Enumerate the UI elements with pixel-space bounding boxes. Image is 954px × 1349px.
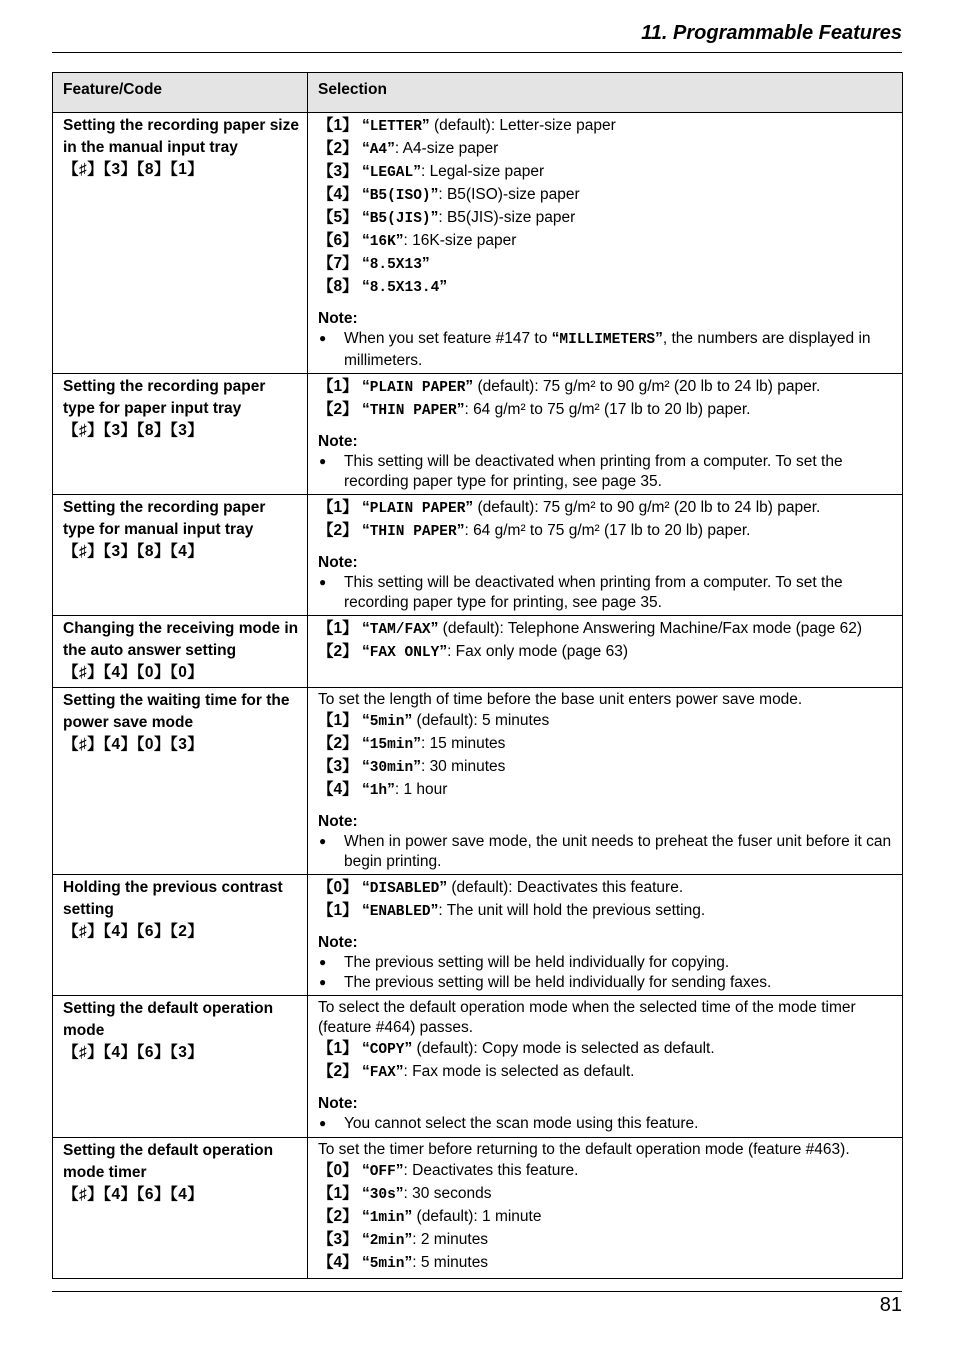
option-line xyxy=(318,1206,896,1229)
option-value: A4 xyxy=(369,142,388,158)
option-value: 15min xyxy=(369,737,414,753)
option-key: 【3】 xyxy=(318,1230,358,1248)
option-line xyxy=(318,161,896,184)
open-quote: “ xyxy=(361,643,370,660)
feature-code: 【♯】【4】【0】【3】 xyxy=(63,736,204,753)
option-value: LEGAL xyxy=(369,165,414,181)
note-label: Note: xyxy=(318,1095,358,1112)
option-value: B5(JIS) xyxy=(369,211,431,227)
note-item xyxy=(318,329,896,370)
selection-intro: To select the default operation mode when the selected time of the mode timer (feature #464) passes. xyxy=(318,999,856,1036)
feature-cell xyxy=(53,688,308,875)
close-quote: ” xyxy=(430,902,439,919)
close-quote: ” xyxy=(421,255,430,272)
close-quote: ” xyxy=(439,643,448,660)
option-key: 【3】 xyxy=(318,163,358,180)
option-value: THIN PAPER xyxy=(369,524,457,540)
note-label: Note: xyxy=(318,554,358,571)
open-quote: “ xyxy=(361,117,370,134)
note-item xyxy=(318,573,896,612)
option-line xyxy=(318,1183,896,1206)
close-quote: ” xyxy=(395,1063,404,1080)
option-description: (default): Copy mode is selected as default. xyxy=(412,1040,715,1057)
table-header-row xyxy=(53,73,903,113)
option-value: 30s xyxy=(369,1186,396,1203)
open-quote: “ xyxy=(361,712,370,729)
close-quote: ” xyxy=(430,186,439,203)
feature-code: 【♯】【3】【8】【1】 xyxy=(63,161,204,178)
close-quote: ” xyxy=(439,278,448,295)
close-quote: ” xyxy=(395,1184,404,1202)
close-quote: ” xyxy=(430,620,439,637)
close-quote: ” xyxy=(465,499,474,516)
option-key: 【2】 xyxy=(318,401,358,418)
option-line xyxy=(318,399,896,422)
option-key: 【1】 xyxy=(318,117,358,134)
option-description: (default): 5 minutes xyxy=(412,712,550,729)
option-value: DISABLED xyxy=(369,881,440,897)
page-footer xyxy=(52,1291,902,1316)
option-description: : Fax only mode (page 63) xyxy=(447,643,628,660)
option-value: THIN PAPER xyxy=(369,403,457,419)
note-label: Note: xyxy=(318,433,358,450)
option-key: 【0】 xyxy=(318,879,358,896)
close-quote: ” xyxy=(404,712,413,729)
option-value: TAM/FAX xyxy=(369,622,431,638)
option-description: : 30 minutes xyxy=(420,758,506,775)
note-item xyxy=(318,973,896,993)
close-quote: ” xyxy=(404,1040,413,1057)
feature-name: Setting the recording paper type for paper input tray xyxy=(63,378,266,417)
note-text-end: , the numbers are displayed in millimeters. xyxy=(344,330,871,369)
close-quote: ” xyxy=(439,879,448,896)
option-description: : 1 hour xyxy=(394,781,448,798)
option-description: (default): Deactivates this feature. xyxy=(447,879,684,896)
close-quote: ” xyxy=(404,1230,413,1248)
option-value: FAX ONLY xyxy=(369,645,440,661)
option-key: 【1】 xyxy=(318,902,358,919)
option-value: 30min xyxy=(369,760,414,776)
option-description: : B5(JIS)-size paper xyxy=(438,209,576,226)
option-line xyxy=(318,733,896,756)
option-description: (default): Letter-size paper xyxy=(429,117,616,134)
option-line xyxy=(318,138,896,161)
feature-cell xyxy=(53,875,308,996)
selection-cell xyxy=(308,113,903,374)
close-quote: ” xyxy=(456,401,465,418)
option-key: 【1】 xyxy=(318,712,358,729)
option-value: 2min xyxy=(369,1232,405,1249)
open-quote: “ xyxy=(361,735,370,752)
open-quote: “ xyxy=(361,879,370,896)
open-quote: “ xyxy=(361,1184,370,1202)
option-key: 【1】 xyxy=(318,1040,358,1057)
feature-code: 【♯】【3】【8】【3】 xyxy=(63,422,204,439)
option-description: : 5 minutes xyxy=(412,1253,489,1271)
close-quote: ” xyxy=(404,1253,413,1271)
option-value: ENABLED xyxy=(369,904,431,920)
open-quote: “ xyxy=(361,1161,370,1179)
close-quote: ” xyxy=(655,330,663,347)
open-quote: “ xyxy=(361,499,370,516)
open-quote: “ xyxy=(361,620,370,637)
open-quote: “ xyxy=(361,186,370,203)
option-key: 【7】 xyxy=(318,255,358,272)
option-key: 【6】 xyxy=(318,232,358,249)
close-quote: ” xyxy=(465,378,474,395)
option-value: 1h xyxy=(369,783,388,799)
feature-code: 【♯】【4】【6】【4】 xyxy=(63,1185,204,1203)
option-key: 【2】 xyxy=(318,522,358,539)
feature-name: Setting the default operation mode xyxy=(63,1000,274,1039)
table-row xyxy=(53,1137,903,1278)
page-number: 81 xyxy=(879,1294,902,1316)
note-text: This setting will be deactivated when printing from a computer. To set the recording paper type for printing, see page 35. xyxy=(344,453,843,490)
option-line xyxy=(318,1252,896,1275)
table-row xyxy=(53,688,903,875)
option-description: (default): Telephone Answering Machine/Fax mode (page 62) xyxy=(438,620,862,637)
option-value: PLAIN PAPER xyxy=(369,501,466,517)
feature-table xyxy=(52,72,903,1279)
option-value: PLAIN PAPER xyxy=(369,380,466,396)
note-text: When in power save mode, the unit needs to preheat the fuser unit before it can begin printing. xyxy=(344,833,892,870)
option-key: 【5】 xyxy=(318,209,358,226)
option-key: 【1】 xyxy=(318,620,358,637)
close-quote: ” xyxy=(404,1207,413,1225)
option-line xyxy=(318,877,896,900)
option-description: : 64 g/m² to 75 g/m² (17 lb to 20 lb) paper. xyxy=(464,401,751,418)
option-key: 【8】 xyxy=(318,278,358,295)
feature-cell xyxy=(53,996,308,1138)
note-text: When you set feature #147 to xyxy=(344,330,552,347)
feature-name: Changing the receiving mode in the auto answer setting xyxy=(63,620,299,659)
option-key: 【4】 xyxy=(318,186,358,203)
option-value: B5(ISO) xyxy=(369,188,431,204)
table-row xyxy=(53,495,903,616)
option-value: FAX xyxy=(369,1065,396,1081)
note-label: Note: xyxy=(318,813,358,830)
note-label: Note: xyxy=(318,934,358,951)
option-key: 【1】 xyxy=(318,1184,358,1202)
close-quote: ” xyxy=(413,735,421,752)
feature-name: Setting the recording paper size in the manual input tray xyxy=(63,117,299,156)
option-value: 16K xyxy=(369,234,396,250)
open-quote: “ xyxy=(361,781,370,798)
open-quote: “ xyxy=(361,255,370,272)
selection-intro: To set the timer before returning to the default operation mode (feature #463). xyxy=(318,1140,850,1158)
selection-cell xyxy=(308,1137,903,1278)
selection-cell xyxy=(308,688,903,875)
option-line xyxy=(318,1229,896,1252)
feature-code: 【♯】【4】【6】【3】 xyxy=(63,1044,204,1061)
option-value: 5min xyxy=(369,714,405,730)
option-line xyxy=(318,779,896,802)
close-quote: ” xyxy=(387,140,395,157)
column-header-selection: Selection xyxy=(308,73,903,113)
feature-cell xyxy=(53,495,308,616)
option-description: : 16K-size paper xyxy=(403,232,517,249)
table-row xyxy=(53,875,903,996)
open-quote: “ xyxy=(361,209,370,226)
feature-cell xyxy=(53,616,308,688)
option-key: 【2】 xyxy=(318,140,358,157)
option-line xyxy=(318,710,896,733)
option-description: : Deactivates this feature. xyxy=(403,1161,579,1179)
option-description: : 30 seconds xyxy=(403,1184,492,1202)
option-value: 1min xyxy=(369,1209,405,1226)
option-line xyxy=(318,756,896,779)
option-key: 【1】 xyxy=(318,378,358,395)
option-value: COPY xyxy=(369,1042,405,1058)
option-key: 【2】 xyxy=(318,643,358,660)
open-quote: “ xyxy=(361,902,370,919)
feature-code: 【♯】【4】【6】【2】 xyxy=(63,923,204,940)
selection-cell xyxy=(308,495,903,616)
close-quote: ” xyxy=(387,781,395,798)
option-key: 【4】 xyxy=(318,1253,358,1271)
note-item xyxy=(318,1114,896,1134)
option-description: : 2 minutes xyxy=(412,1230,489,1248)
page-header xyxy=(52,20,902,53)
option-key: 【0】 xyxy=(318,1161,358,1179)
open-quote: “ xyxy=(361,1207,370,1225)
selection-cell xyxy=(308,996,903,1138)
note-text: This setting will be deactivated when printing from a computer. To set the recording paper type for printing, see page 35. xyxy=(344,574,843,611)
open-quote: “ xyxy=(361,163,370,180)
feature-name: Setting the waiting time for the power save mode xyxy=(63,692,290,731)
option-description: : The unit will hold the previous setting. xyxy=(438,902,706,919)
close-quote: ” xyxy=(456,522,465,539)
open-quote: “ xyxy=(361,278,370,295)
option-description: (default): 1 minute xyxy=(412,1207,542,1225)
close-quote: ” xyxy=(395,232,404,249)
option-description: : Legal-size paper xyxy=(420,163,545,180)
feature-code: 【♯】【3】【8】【4】 xyxy=(63,543,204,560)
open-quote: “ xyxy=(361,1040,370,1057)
option-line xyxy=(318,1038,896,1061)
open-quote: “ xyxy=(361,1063,370,1080)
option-description: : Fax mode is selected as default. xyxy=(403,1063,635,1080)
option-line xyxy=(318,520,896,543)
note-text: The previous setting will be held individually for copying. xyxy=(344,954,730,971)
option-description: (default): 75 g/m² to 90 g/m² (20 lb to 24 lb) paper. xyxy=(473,499,821,516)
open-quote: “ xyxy=(361,401,370,418)
selection-cell xyxy=(308,875,903,996)
note-item xyxy=(318,953,896,973)
option-key: 【1】 xyxy=(318,499,358,516)
selection-cell xyxy=(308,374,903,495)
option-key: 【3】 xyxy=(318,758,358,775)
open-quote: “ xyxy=(361,232,370,249)
option-value: LETTER xyxy=(369,119,422,135)
note-text: You cannot select the scan mode using this feature. xyxy=(344,1115,699,1132)
note-label: Note: xyxy=(318,310,358,327)
feature-cell xyxy=(53,113,308,374)
open-quote: “ xyxy=(361,1230,370,1248)
open-quote: “ xyxy=(361,140,370,157)
option-line xyxy=(318,376,896,399)
option-line xyxy=(318,641,896,664)
table-row xyxy=(53,996,903,1138)
table-row xyxy=(53,616,903,688)
open-quote: “ xyxy=(361,758,370,775)
note-item xyxy=(318,452,896,491)
option-key: 【4】 xyxy=(318,781,358,798)
close-quote: ” xyxy=(413,163,421,180)
option-line xyxy=(318,253,896,276)
option-line xyxy=(318,115,896,138)
option-description: : A4-size paper xyxy=(394,140,499,157)
selection-cell xyxy=(308,616,903,688)
option-line xyxy=(318,276,896,299)
open-quote: “ xyxy=(551,330,560,347)
option-value: 5min xyxy=(369,1255,405,1272)
column-header-feature: Feature/Code xyxy=(53,73,308,113)
option-line xyxy=(318,230,896,253)
option-line xyxy=(318,184,896,207)
option-value: 8.5X13 xyxy=(369,257,422,273)
option-description: : 64 g/m² to 75 g/m² (17 lb to 20 lb) paper. xyxy=(464,522,751,539)
table-row xyxy=(53,113,903,374)
option-line xyxy=(318,1160,896,1183)
option-value: OFF xyxy=(369,1163,396,1180)
option-line xyxy=(318,207,896,230)
option-line xyxy=(318,618,896,641)
feature-name: Setting the default operation mode timer xyxy=(63,1141,274,1181)
option-description: : B5(ISO)-size paper xyxy=(438,186,580,203)
selection-intro: To set the length of time before the base unit enters power save mode. xyxy=(318,691,803,708)
open-quote: “ xyxy=(361,378,370,395)
close-quote: ” xyxy=(395,1161,404,1179)
option-description: (default): 75 g/m² to 90 g/m² (20 lb to 24 lb) paper. xyxy=(473,378,821,395)
feature-code: 【♯】【4】【0】【0】 xyxy=(63,664,204,681)
option-line xyxy=(318,497,896,520)
option-line xyxy=(318,900,896,923)
note-text: The previous setting will be held individually for sending faxes. xyxy=(344,973,772,991)
option-key: 【2】 xyxy=(318,1207,358,1225)
feature-name: Holding the previous contrast setting xyxy=(63,879,283,918)
option-description: : 15 minutes xyxy=(420,735,506,752)
close-quote: ” xyxy=(421,117,430,134)
close-quote: ” xyxy=(413,758,421,775)
option-key: 【2】 xyxy=(318,735,358,752)
note-value: MILLIMETERS xyxy=(559,332,656,348)
feature-cell xyxy=(53,1137,308,1278)
table-row xyxy=(53,374,903,495)
section-title: 11. Programmable Features xyxy=(641,22,902,44)
close-quote: ” xyxy=(430,209,439,226)
feature-cell xyxy=(53,374,308,495)
option-line xyxy=(318,1061,896,1084)
open-quote: “ xyxy=(361,522,370,539)
note-item xyxy=(318,832,896,871)
option-value: 8.5X13.4 xyxy=(369,280,440,296)
option-key: 【2】 xyxy=(318,1063,358,1080)
open-quote: “ xyxy=(361,1253,370,1271)
feature-name: Setting the recording paper type for manual input tray xyxy=(63,499,266,538)
